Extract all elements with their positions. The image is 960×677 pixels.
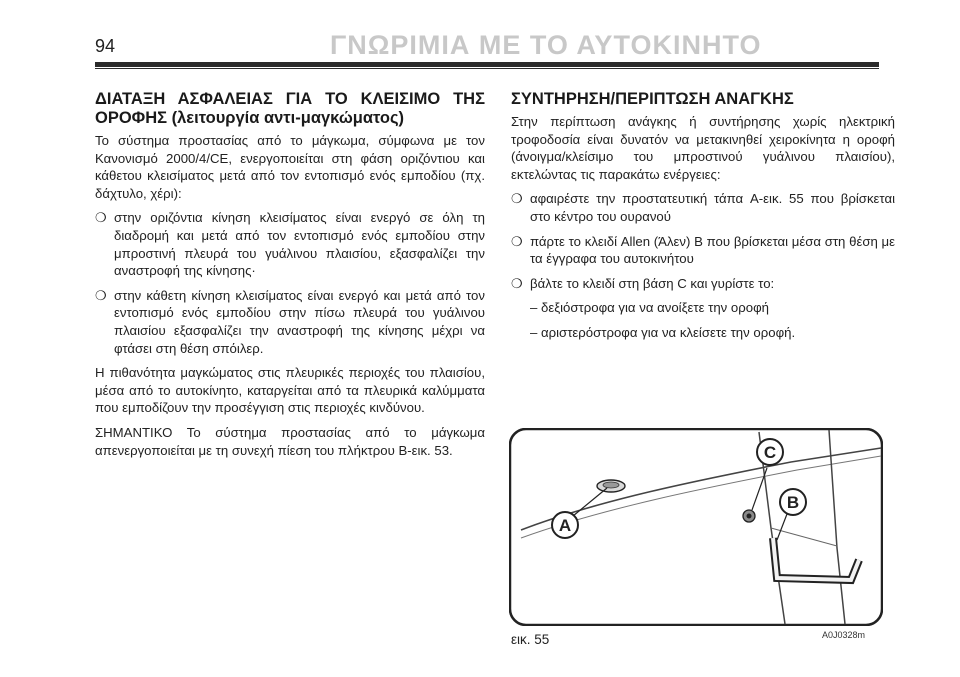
bullet-circle-icon: ❍ [511, 191, 523, 207]
left-heading: ΔΙΑΤΑΞΗ ΑΣΦΑΛΕΙΑΣ ΓΙΑ ΤΟ ΚΛΕΙΣΙΜΟ ΤΗΣ ΟΡΟΦΗΣ (λειτουργία αντι-μαγκώματος) [95, 90, 485, 127]
label-a: A [558, 516, 572, 535]
bullet-circle-icon: ❍ [95, 210, 107, 226]
right-heading: ΣΥΝΤΗΡΗΣΗ/ΠΕΡΙΠΤΩΣΗ ΑΝΑΓΚΗΣ [511, 90, 794, 108]
left-bullet-text: στην κάθετη κίνηση κλεισίματος είναι ενεργό και μετά από τον εντοπισμό ενός εμποδίου στην πίσω πλευρά του γυάλινου πλαισίου εξασφαλίζει την αναστροφή της κίνησης μέχρι να φτάσει στη θέση σπόιλερ. [114, 287, 485, 356]
figure-caption: εικ. 55 [511, 632, 550, 647]
right-column [511, 90, 895, 349]
right-sub-item: – δεξιόστροφα για να ανοίξετε την οροφή [530, 300, 769, 316]
right-bullet [511, 190, 895, 225]
label-c: C [763, 443, 777, 462]
left-bullet [95, 287, 485, 357]
right-bullet-text: βάλτε το κλειδί στη βάση C και γυρίστε το: [530, 275, 775, 291]
page-number: 94 [95, 36, 116, 56]
bullet-circle-icon: ❍ [511, 275, 523, 291]
left-bullet-text: στην οριζόντια κίνηση κλεισίματος είναι ενεργό σε όλη τη διαδρομή και μετά από τον εντοπισμό ενός εμποδίου στην μπροστινή πλευρά του γυάλινου πλαισίου, εξασφαλίζει την αναστροφή της κίνησης· [114, 210, 485, 279]
header-rule [95, 62, 879, 71]
figure-code: A0J0328m [822, 630, 866, 640]
left-column [95, 90, 485, 466]
right-intro: Στην περίπτωση ανάγκης ή συντήρησης χωρίς ηλεκτρική τροφοδοσία είναι δυνατόν να μετακινηθεί χειροκίνητα η οροφή (άνοιγμα/κλείσιμο του μπροστινού γυάλινου πλαισίου), εκτελώντας τις παρακάτω ενέργειες: [511, 114, 895, 182]
right-bullet [511, 233, 895, 268]
bullet-circle-icon: ❍ [95, 287, 107, 303]
running-title: ΓΝΩΡΙΜΙΑ ΜΕ ΤΟ ΑΥΤΟΚΙΝΗΤΟ [330, 30, 762, 60]
left-paragraph-3: ΣΗΜΑΝΤΙΚΟ Το σύστημα προστασίας από το μάγκωμα απενεργοποιείται με τη συνεχή πίεση του πλήκτρου B-εικ. 53. [95, 424, 485, 458]
right-bullet-text: πάρτε το κλειδί Allen (Άλεν) B που βρίσκεται μέσα στη θέση με τα έγγραφα του αυτοκινήτου [530, 233, 895, 267]
right-bullet-text: αφαιρέστε την προστατευτική τάπα A-εικ. 55 που βρίσκεται στο κέντρο του ουρανού [530, 191, 895, 224]
label-b: B [786, 493, 800, 512]
left-intro: Το σύστημα προστασίας από το μάγκωμα, σύμφωνα με τον Κανονισμό 2000/4/CE, ενεργοποιείται στη φάση οριζόντιου και κάθετου κλεισίματος μετά από τον εντοπισμό ενός εμποδίου (πχ. δάχτυλο, χέρι): [95, 133, 485, 201]
roof-illustration [509, 428, 883, 626]
right-bullet [511, 275, 895, 293]
bullet-circle-icon: ❍ [511, 233, 523, 249]
left-bullet [95, 209, 485, 279]
left-paragraph-2: Η πιθανότητα μαγκώματος στις πλευρικές περιοχές του πλαισίου, μέσα από το αυτοκίνητο, καταργείται από τα πλευρικά καλύμματα που εμποδίζουν την προσέγγιση στις περιοχές κινδύνου. [95, 365, 485, 416]
right-sub-item: – αριστερόστροφα για να κλείσετε την οροφή. [530, 324, 796, 340]
